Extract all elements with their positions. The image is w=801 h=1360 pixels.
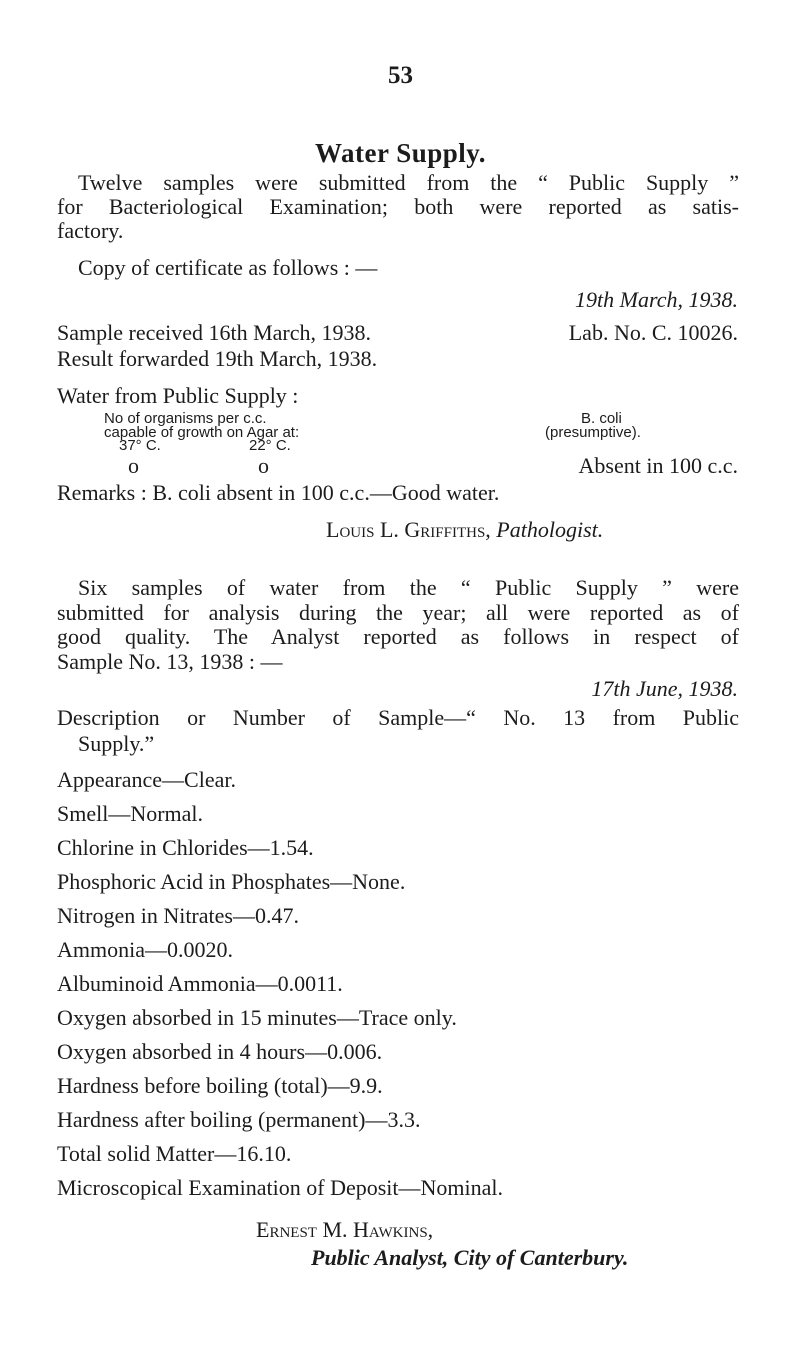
lab-number: Lab. No. C. 10026. [568,320,738,345]
analyst-name: Ernest M. Hawkins, [256,1217,434,1242]
result-item-ammonia: Ammonia—0.0020. [57,937,233,962]
result-item-hardness-permanent: Hardness after boiling (permanent)—3.3. [57,1107,421,1132]
pathologist-name: Louis L. Griffiths, [326,517,491,542]
result-item-hardness-total: Hardness before boiling (total)—9.9. [57,1073,383,1098]
analyst-title: Public Analyst, City of Canterbury. [311,1245,629,1270]
result-item-albuminoid-ammonia: Albuminoid Ammonia—0.0011. [57,971,343,996]
analysis-date: 17th June, 1938. [591,676,738,701]
pathologist-signature [326,517,603,543]
result-item-oxygen-15-min: Oxygen absorbed in 15 minutes—Trace only. [57,1005,457,1030]
pathologist-title: Pathologist. [496,517,604,542]
temperature-37: 37° C. [119,437,161,454]
sample-description-line-2: Supply.” [78,731,155,756]
result-item-total-solid: Total solid Matter—16.10. [57,1141,292,1166]
result-item-oxygen-4-hours: Oxygen absorbed in 4 hours—0.006. [57,1039,383,1064]
bcoli-value: Absent in 100 c.c. [578,453,738,478]
water-from: Water from Public Supply : [57,383,299,408]
result-item-chlorine: Chlorine in Chlorides—1.54. [57,835,314,860]
result-item-phosphoric-acid: Phosphoric Acid in Phosphates—None. [57,869,406,894]
intro-line-1: Twelve samples were submitted from the “ Public Supply ” [78,170,739,195]
page-number: 53 [388,62,413,89]
result-item-nitrogen: Nitrogen in Nitrates—0.47. [57,903,299,928]
result-item-smell: Smell—Normal. [57,801,204,826]
result-forwarded: Result forwarded 19th March, 1938. [57,346,378,371]
remarks: Remarks : B. coli absent in 100 c.c.—Good water. [57,480,500,505]
bcoli-header-line-1: B. coli [581,410,622,427]
result-item-microscopical: Microscopical Examination of Deposit—Nominal. [57,1175,504,1200]
organisms-header-line-1: No of organisms per c.c. [104,410,267,427]
analysis-intro-line-2: submitted for analysis during the year; all were reported as of [57,600,739,625]
organisms-header-line-2: capable of growth on Agar at: [104,424,300,441]
certificate-copy-line: Copy of certificate as follows : — [78,255,378,280]
bcoli-header-line-2: (presumptive). [545,424,641,441]
analysis-intro-line-4: Sample No. 13, 1938 : — [57,649,283,674]
value-22: o [258,453,269,478]
intro-line-2: for Bacteriological Examination; both were reported as satis- [57,194,739,219]
intro-line-3: factory. [57,218,124,243]
page-title: Water Supply. [314,138,487,168]
analysis-intro-line-1: Six samples of water from the “ Public Supply ” were [78,575,739,600]
result-item-appearance: Appearance—Clear. [57,767,236,792]
temperature-22: 22° C. [249,437,291,454]
analysis-intro-line-3: good quality. The Analyst reported as follows in respect of [57,624,739,649]
certificate-date: 19th March, 1938. [575,287,738,312]
sample-received: Sample received 16th March, 1938. [57,320,372,345]
value-37: o [128,453,139,478]
sample-description-line-1: Description or Number of Sample—“ No. 13 from Public [57,705,739,730]
